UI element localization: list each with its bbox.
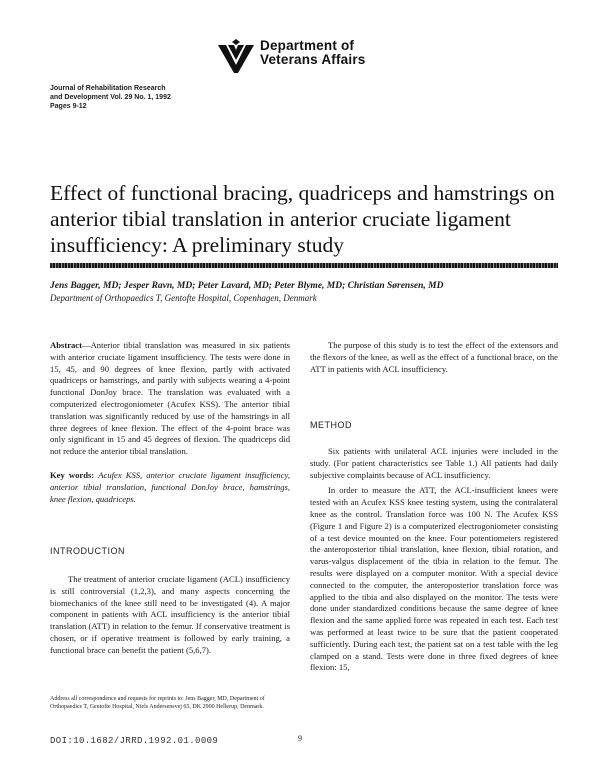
method-heading: METHOD — [310, 420, 352, 430]
title-divider — [50, 263, 558, 268]
purpose-paragraph: The purpose of this study is to test the effect of the extensors and the flexors of the knee, as well as the effect of a functional brace, on the ATT in patients with ACL insufficiency. — [310, 340, 558, 374]
journal-line-1: Journal of Rehabilitation Research — [50, 85, 166, 92]
page-number: 9 — [298, 734, 302, 743]
author-list: Jens Bagger, MD; Jesper Ravn, MD; Peter Lavard, MD; Peter Blyme, MD; Christian Sørensen, MD — [50, 281, 444, 291]
method-body — [310, 446, 558, 674]
correspondence-footnote: Address all correspondence and requests for reprints to: Jens Bagger, MD, Department of Orthopaedics T, Gentofte Hospital, Niels Andersensvej 65, DK 2900 Hellerup, Denmark. — [50, 696, 265, 710]
abstract-label: Abstract — [50, 340, 82, 350]
logo-line-2: Veterans Affairs — [260, 52, 366, 67]
article-title: Effect of functional bracing, quadriceps and hamstrings on anterior tibial translation in anterior cruciate ligament insufficiency: A preliminary study — [50, 181, 555, 257]
journal-info — [50, 84, 250, 111]
purpose-block — [310, 340, 558, 375]
keywords-label: Key words: — [50, 469, 95, 480]
logo-line-1: Department of — [260, 38, 355, 53]
keywords-paragraph — [50, 470, 290, 505]
logo-text — [260, 39, 366, 67]
va-logo — [216, 39, 386, 77]
doi-link[interactable]: DOI:10.1682/JRRD.1992.01.0009 — [50, 736, 219, 746]
author-affiliation: Department of Orthopaedics T, Gentofte Hospital, Copenhagen, Denmark — [50, 293, 317, 303]
method-paragraph-2: In order to measure the ATT, the ACL-insufficient knees were tested with an Acufex KSS knee testing system, using the contralateral knee as the control. Translation force was 100 N. The Acufex KSS (Figure 1 and Figure 2) is a computerized electrogoniometer consisting of a test device mounted on the knee. Four potentiometers registered the anteroposterior tibial translation, knee flexion, tibial rotation, and varus-valgus displacement of the tibia in relation to the femur. The results were displayed on a computer monitor. With a special device connected to the computer, the anteroposterior translation force was applied to the tibia and also displayed on the monitor. The tests were done under standardized conditions because the same degree of knee flexion and the same applied force was repeated in each test. Each test was performed at least twice to be sure that the patient cooperated sufficiently. During each test, the patient sat on a test table with the leg clamped on a stand. Tests were done in three fixed degrees of knee flexion: 15, — [310, 485, 558, 673]
abstract-paragraph — [50, 340, 290, 458]
method-paragraph-1: Six patients with unilateral ACL injuries were included in the study. (For patient characteristics see Table 1.) All patients had daily subjective complaints because of ACL insufficiency. — [310, 446, 558, 480]
introduction-body — [50, 574, 290, 657]
va-emblem-icon — [216, 39, 256, 75]
abstract-text: —Anterior tibial translation was measured in six patients with anterior cruciate ligament insufficiency. The tests were done in 15, 45, and 90 degrees of knee flexion, partly with activated quadriceps or hamstrings, and partly with subjects wearing a 4-point functional DonJoy brace. The translation was evaluated with a computerized electrogoniometer (Acufex KSS). The anterior tibial translation was significantly reduced by use of the hamstrings in all three degrees of knee flexion. The effect of the 4-point brace was only significant in 15 and 45 degrees of flexion. The quadriceps did not reduce the anterior tibial translation. — [50, 340, 290, 457]
introduction-paragraph: The treatment of anterior cruciate ligament (ACL) insufficiency is still controversial (1,2,3), and many aspects concerning the biomechanics of the knee still need to be investigated (4). A major component in patients with ACL insufficiency is the anterior tibial translation (ATT) in relation to the femur. If conservative treatment is chosen, or if operative treatment is followed by early training, a functional brace can benefit the patient (5,6,7). — [50, 574, 290, 655]
keywords-text: Acufex KSS, anterior cruciate ligament insufficiency, anterior tibial translation, functional DonJoy brace, hamstrings, knee flexion, quadriceps. — [50, 469, 290, 504]
left-column — [50, 340, 290, 505]
journal-line-2: and Development Vol. 29 No. 1, 1992 — [50, 94, 171, 101]
journal-line-3: Pages 9-12 — [50, 103, 87, 110]
introduction-heading: INTRODUCTION — [50, 546, 125, 556]
